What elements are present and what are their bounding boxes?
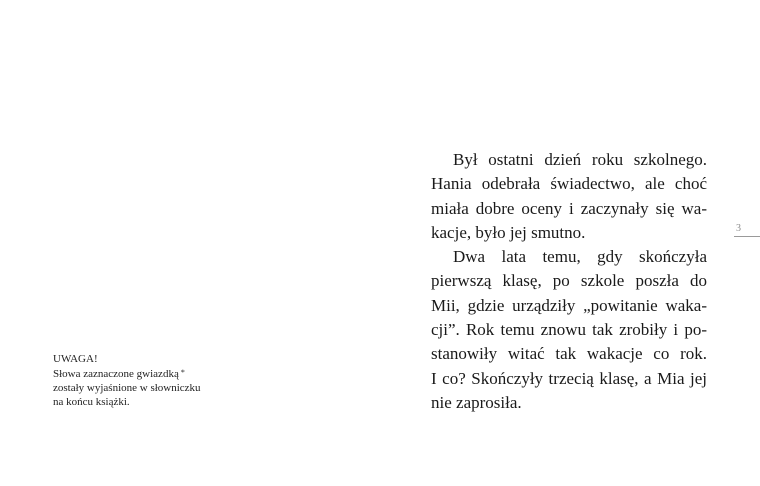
story-line: stanowiły witać tak wakacje co rok.: [431, 344, 707, 364]
page-number: 3: [736, 223, 741, 234]
story-line: Mii, gdzie urządziły „powitanie waka-: [431, 295, 707, 315]
note-heading: UWAGA!: [53, 353, 98, 365]
story-line: Hania odebrała świadectwo, ale choć: [431, 174, 707, 194]
page-number-rule: [734, 236, 760, 237]
note-line-3: na końcu książki.: [53, 396, 130, 408]
story-line: Był ostatni dzień roku szkolnego.: [453, 150, 707, 169]
story-line: pierwszą klasę, po szkole poszła do: [431, 271, 707, 291]
story-line: cji”. Rok temu znowu tak zrobiły i po-: [431, 320, 707, 340]
story-line: kacje, było jej smutno.: [431, 222, 586, 242]
reader-note: [53, 352, 243, 409]
story-line: miała dobre oceny i zaczynały się wa-: [431, 198, 707, 218]
asterisk-icon: *: [180, 368, 185, 377]
note-line-1: [53, 366, 243, 381]
story-text: [431, 148, 707, 415]
story-line: I co? Skończyły trzecią klasę, a Mia jej: [431, 368, 707, 388]
note-line-2: zostały wyjaśnione w słowniczku: [53, 382, 201, 394]
story-line: Dwa lata temu, gdy skończyła: [453, 247, 707, 267]
note-line-1-text: Słowa zaznaczone gwiazdką: [53, 368, 179, 380]
story-line: nie zaprosiła.: [431, 392, 522, 412]
